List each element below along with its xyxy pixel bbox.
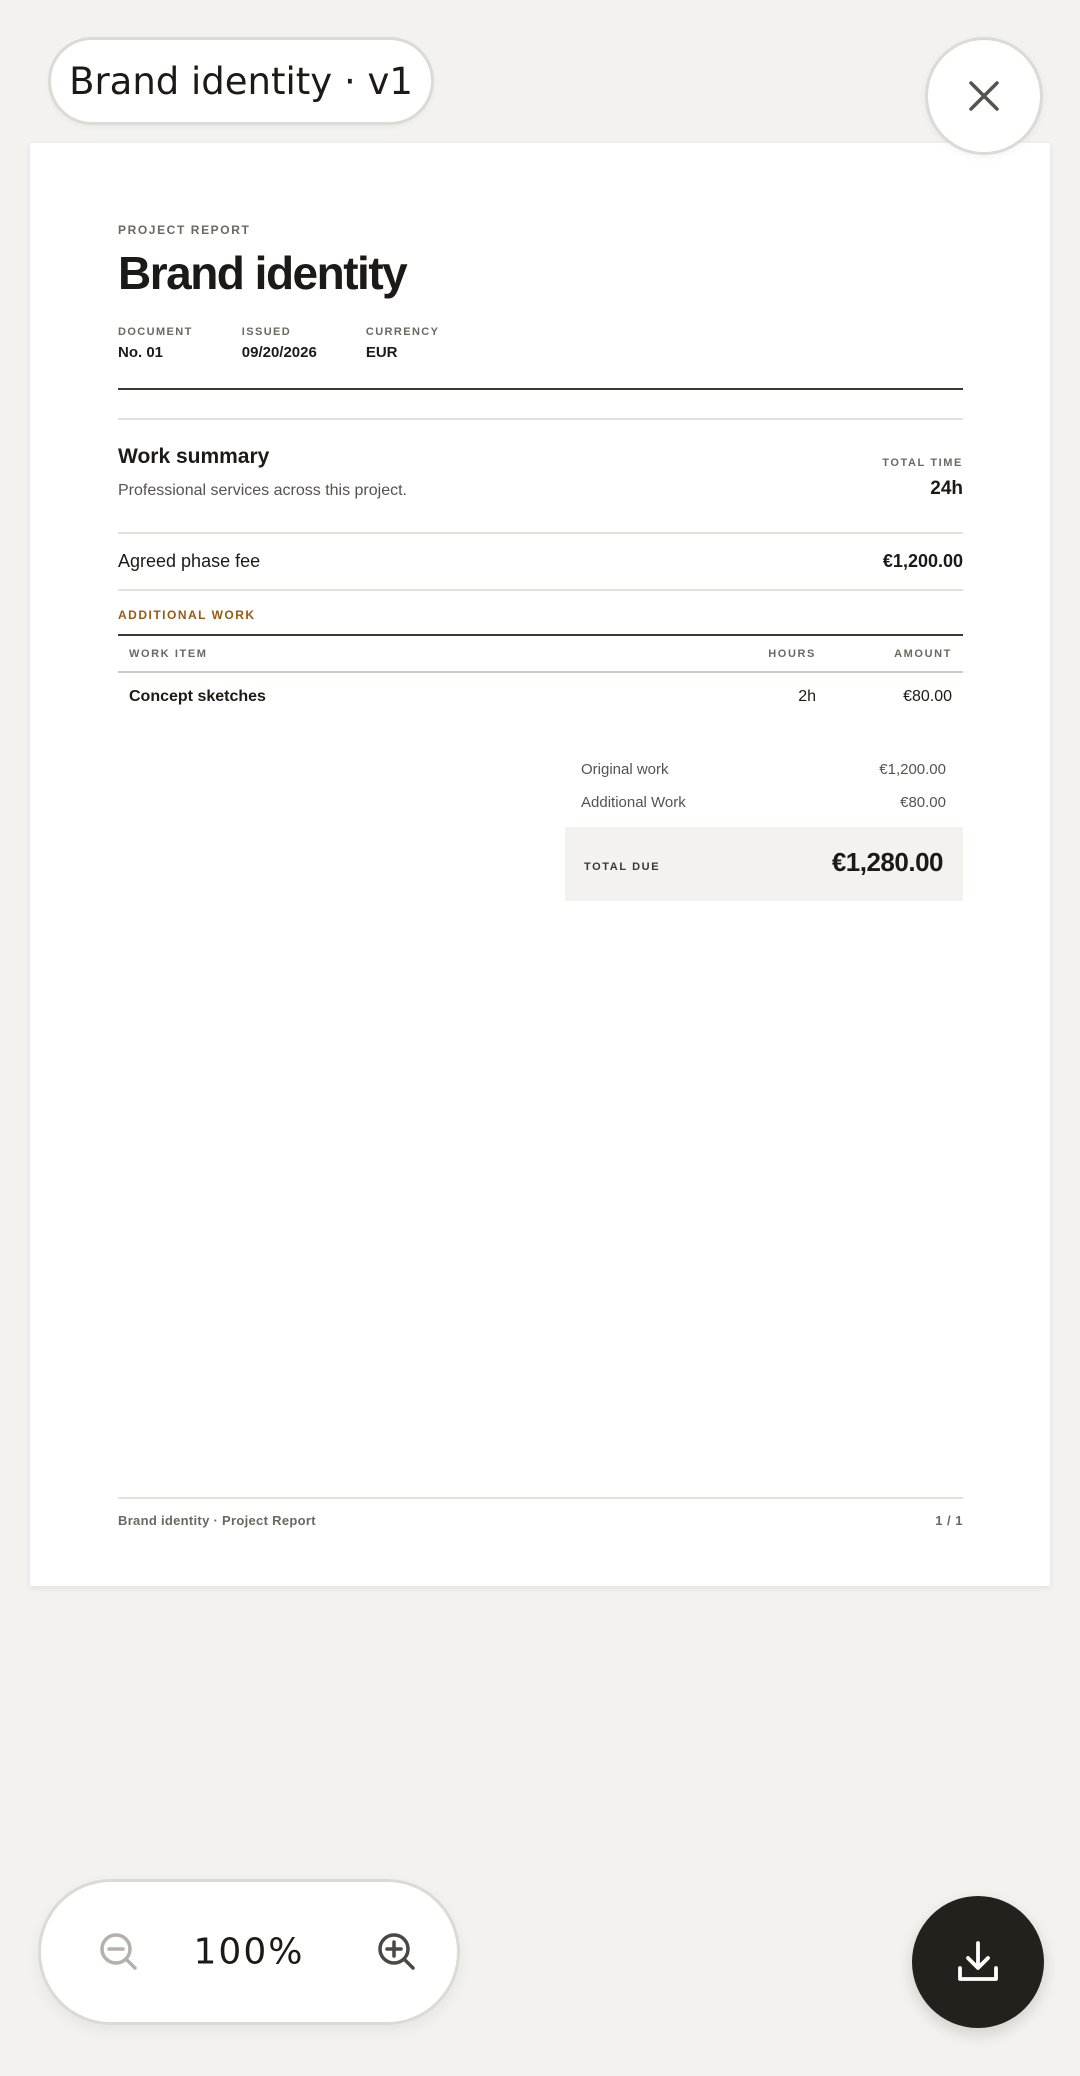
table-header-rule [118, 671, 963, 673]
document-page [30, 143, 1050, 1586]
section-divider [118, 418, 963, 420]
meta-label: ISSUED [241, 326, 292, 338]
zoom-level: 100% [193, 1931, 305, 1973]
totals-row-additional [581, 794, 946, 811]
hours-cell: 2h [798, 688, 816, 705]
phase-fee-label: Agreed phase fee [118, 551, 261, 571]
summary-description: Professional services across this project. [118, 482, 407, 499]
meta-value: No. 01 [118, 344, 164, 361]
additional-work-label: ADDITIONAL WORK [118, 608, 256, 622]
footer-divider [118, 1497, 963, 1499]
totals-value: €80.00 [900, 794, 946, 811]
total-time-value: 24h [930, 478, 963, 499]
meta-issued [242, 326, 317, 361]
close-button[interactable] [925, 37, 1043, 155]
column-header-work-item: WORK ITEM [129, 648, 208, 660]
meta-value: EUR [365, 344, 398, 361]
work-item-cell: Concept sketches [129, 688, 266, 705]
totals-label: Original work [581, 761, 669, 778]
amount-cell: €80.00 [903, 688, 952, 705]
download-button[interactable] [912, 1896, 1044, 2028]
zoom-out-button[interactable] [91, 1924, 147, 1980]
document-title: Brand identity [118, 247, 407, 299]
total-due-box [565, 827, 963, 901]
zoom-in-icon [375, 1930, 419, 1974]
meta-currency [366, 326, 440, 361]
header-divider [118, 388, 963, 390]
column-header-hours: HOURS [768, 648, 816, 660]
phase-fee-value: €1,200.00 [882, 551, 963, 571]
document-title-pill: Brand identity · v1 [48, 37, 434, 125]
zoom-in-button[interactable] [369, 1924, 425, 1980]
totals-row-original [581, 761, 946, 778]
meta-value: 09/20/2026 [241, 344, 317, 361]
document-content [118, 143, 963, 1586]
total-due-label: TOTAL DUE [584, 861, 661, 873]
document-eyebrow: PROJECT REPORT [118, 223, 251, 237]
totals-value: €1,200.00 [879, 761, 946, 778]
column-header-amount: AMOUNT [894, 648, 952, 660]
total-time-label: TOTAL TIME [882, 457, 963, 469]
totals-label: Additional Work [581, 794, 686, 811]
zoom-out-icon [97, 1930, 141, 1974]
fee-divider-top [118, 532, 963, 534]
footer-title: Brand identity · Project Report [118, 1513, 316, 1528]
close-icon [967, 79, 1001, 113]
page-indicator: 1 / 1 [935, 1513, 963, 1528]
table-top-rule [118, 634, 963, 636]
meta-document [118, 326, 193, 361]
zoom-controls [38, 1879, 460, 2025]
meta-label: DOCUMENT [118, 326, 193, 338]
summary-title: Work summary [118, 445, 270, 468]
document-meta [118, 326, 488, 361]
fee-divider-bottom [118, 589, 963, 591]
download-icon [955, 1939, 1001, 1985]
total-due-value: €1,280.00 [831, 847, 943, 877]
meta-label: CURRENCY [365, 326, 440, 338]
